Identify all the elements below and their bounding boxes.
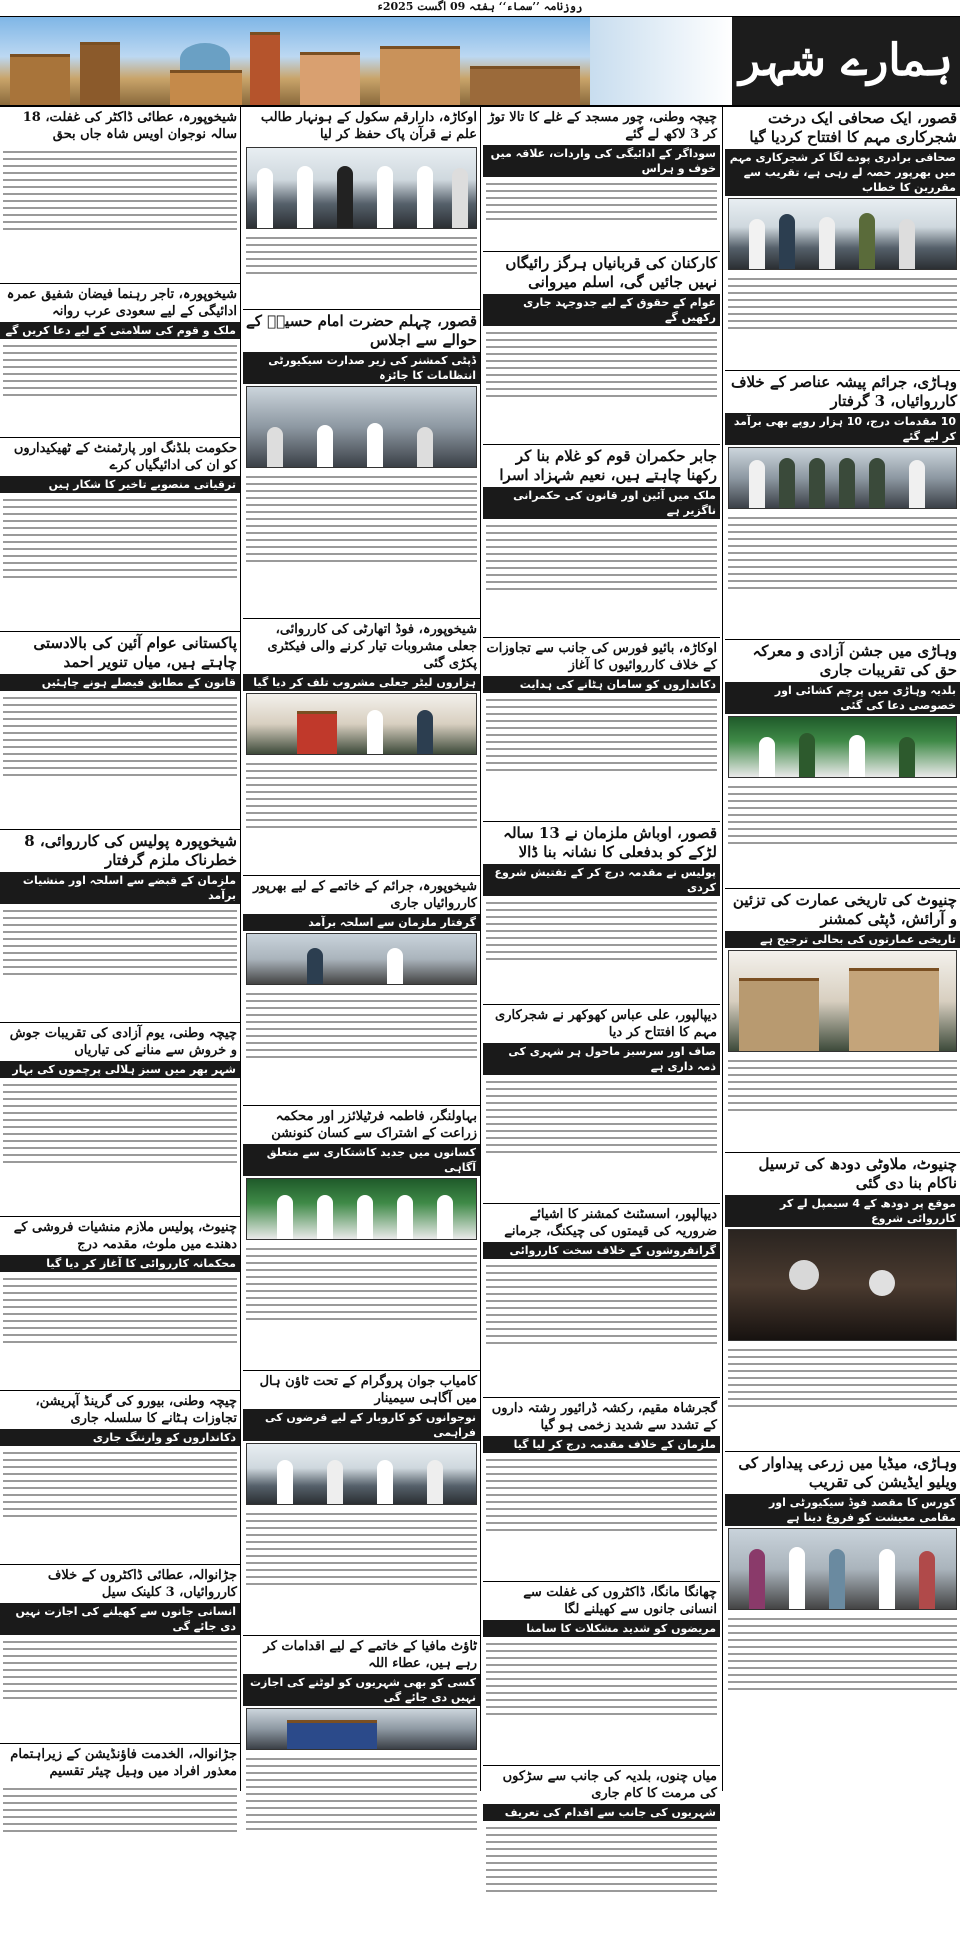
article-subheadline: ملزمان کے قبضے سے اسلحہ اور منشیات برآمد [0,872,240,904]
article-body-text [483,693,720,817]
article-subheadline: تاریخی عمارتوں کی بحالی ترجیح ہے [725,931,960,948]
article-subheadline: ملک و قوم کی سلامتی کے لیے دعا کریں گے [0,322,240,339]
article-headline: اوکاڑہ، دارارقم سکول کے ہونہار طالب علم نے قرآن پاک حفظ کر لیا [243,106,480,145]
column-1 [725,106,960,1791]
article-photo [728,1229,957,1341]
article-headline: جڑانوالہ، الخدمت فاؤنڈیشن کے زیراہتمام معذور افراد میں وہیل چیئر تقسیم [0,1743,240,1782]
article-photo [246,1178,477,1240]
article-body-text [483,519,720,633]
article-headline: جابر حکمران قوم کو غلام بنا کر رکھنا چاہتے ہیں، نعیم شہزاد اسرا [483,444,720,487]
article-photo [728,1528,957,1610]
article [483,1581,720,1761]
article-photo [246,1443,477,1505]
article [0,1564,240,1739]
article [483,1765,720,1935]
article [0,631,240,825]
page-banner [0,16,960,107]
article-body-text [243,1242,480,1366]
article-subheadline: دکانداروں کو سامان ہٹانے کی ہدایت [483,676,720,693]
article-subheadline: قانون کے مطابق فیصلے ہونے چاہئیں [0,674,240,691]
article-body-text [725,511,960,635]
article [0,1390,240,1560]
article-subheadline: صاف اور سرسبز ماحول ہر شہری کی ذمہ داری ہے [483,1043,720,1075]
article-body-text [243,1752,480,1876]
article-headline: چیچہ وطنی، بیورو کی گرینڈ آپریشن، تجاوزات ہٹانے کا سلسلہ جاری [0,1390,240,1429]
column-3 [243,106,480,1791]
article [0,437,240,627]
article-body-text [483,896,720,1000]
article-subheadline: بلدیہ وہاڑی میں پرچم کشائی اور خصوصی دعا کی گئی [725,682,960,714]
article-headline: وہاڑی، میڈیا میں زرعی پیداوار کی ویلیو ایڈیشن کی تقریب [725,1451,960,1494]
article-body-text [483,1821,720,1935]
article-body-text [0,145,240,279]
article [483,444,720,633]
article-body-text [0,339,240,433]
column-4 [0,106,240,1791]
article-headline: جڑانوالہ، عطائی ڈاکٹروں کے خلاف کارروائیاں، 3 کلینک سیل [0,1564,240,1603]
article-body-text [0,1782,240,1866]
article-subheadline: شہر بھر میں سبز ہلالی پرچموں کی بہار [0,1061,240,1078]
column-2 [483,106,720,1819]
article-photo [246,693,477,755]
article-photo [246,147,477,229]
article-headline: شیخوپورہ، عطائی ڈاکٹر کی غفلت، 18 سالہ نوجوان اویس شاہ جاں بحق [0,106,240,145]
article-body-text [0,904,240,1018]
article-headline: قصور، چہلم حضرت امام حسینؑ کے حوالے سے اجلاس [243,309,480,352]
article-subheadline: عوام کے حقوق کے لیے جدوجہد جاری رکھیں گے [483,294,720,326]
article-photo [246,933,477,985]
article-headline: چنیوٹ کی تاریخی عمارت کی تزئین و آرائش، ڈپٹی کمشنر [725,888,960,931]
article [243,1105,480,1366]
article [483,1203,720,1393]
article-body-text [243,470,480,614]
article-subheadline: صحافی برادری پودے لگا کر شجرکاری مہم میں بھرپور حصہ لے رہی ہے، تقریب سے مقررین کا خطاب [725,149,960,196]
article-body-text [725,780,960,884]
article [0,283,240,433]
article [483,1004,720,1199]
article-subheadline: دکانداروں کو وارننگ جاری [0,1429,240,1446]
article-subheadline: کورس کا مقصد فوڈ سیکیورٹی اور مقامی معیشت کو فروغ دینا ہے [725,1494,960,1526]
article-body-text [725,1343,960,1447]
article-headline: اوکاڑہ، بائیو فورس کی جانب سے تجاوزات کے خلاف کارروائیوں کا آغاز [483,637,720,676]
article-photo [728,950,957,1052]
article-body-text [243,757,480,871]
article-body-text [725,1612,960,1736]
article [483,251,720,440]
article-body-text [725,1054,960,1148]
section-title: ہمارے شہر [732,17,960,105]
article-headline: پاکستانی عوام آئین کی بالادستی چاہتے ہیں، میاں تنویر احمد [0,631,240,674]
article-subheadline: ڈپٹی کمشنر کی زیر صدارت سیکیورٹی انتظامات کا جائزہ [243,352,480,384]
article-headline: قصور، اوباش ملزمان نے 13 سالہ لڑکے کو بدفعلی کا نشانہ بنا ڈالا [483,821,720,864]
article-headline: شیخوپورہ پولیس کی کارروائی، 8 خطرناک ملزم گرفتار [0,829,240,872]
article [0,829,240,1018]
article-body-text [0,691,240,825]
article-subheadline: مریضوں کو شدید مشکلات کا سامنا [483,1620,720,1637]
article-headline: حکومت بلڈنگ اور پارٹمنٹ کے ٹھیکیداروں کو ان کی ادائیگیاں کرے [0,437,240,476]
article-body-text [725,272,960,366]
article-subheadline: انسانی جانوں سے کھیلنے کی اجازت نہیں دی جائے گی [0,1603,240,1635]
article [0,1022,240,1212]
article-body-text [0,1446,240,1560]
article-body-text [483,326,720,440]
article [483,106,720,247]
article-subheadline: ہزاروں لیٹر جعلی مشروب تلف کر دیا گیا [243,674,480,691]
city-collage-image [0,17,590,105]
article-headline: ٹاؤٹ مافیا کے خاتمے کے لیے اقدامات کر رہے ہیں، عطاء اللہ [243,1635,480,1674]
dateline: روزنامہ ’’سماء‘‘ ہفتہ 09 اگست 2025ء [377,0,583,13]
article [243,875,480,1101]
article-headline: چیچہ وطنی، یوم آزادی کی تقریبات جوش و خروش سے منانے کی تیاریاں [0,1022,240,1061]
article-subheadline: 10 مقدمات درج، 10 ہزار روپے بھی برآمد کر لیے گئے [725,413,960,445]
article-subheadline: شہریوں کی جانب سے اقدام کی تعریف [483,1804,720,1821]
article [0,1743,240,1866]
article-subheadline: نوجوانوں کو کاروبار کے لیے قرضوں کی فراہمی [243,1409,480,1441]
article-body-text [243,231,480,305]
article-photo [728,716,957,778]
article-subheadline: کسی کو بھی شہریوں کو لوٹنے کی اجازت نہیں دی جائے گی [243,1674,480,1706]
article-body-text [243,987,480,1101]
article-headline: چھانگا مانگا، ڈاکٹروں کی غفلت سے انسانی جانوں سے کھیلنے لگا [483,1581,720,1620]
article-subheadline: ترقیاتی منصوبے تاخیر کا شکار ہیں [0,476,240,493]
article [483,1397,720,1577]
article-headline: شیخوپورہ، فوڈ اتھارٹی کی کارروائی، جعلی مشروبات تیار کرنے والی فیکٹری پکڑی گئی [243,618,480,674]
article-subheadline: موقع پر دودھ کے 4 سیمپل لے کر کارروائی شروع [725,1195,960,1227]
article-headline: دیپالپور، اسسٹنٹ کمشنر کا اشیائے ضروریہ کی قیمتوں کی چیکنگ، جرمانے [483,1203,720,1242]
article-headline: کامیاب جوان پروگرام کے تحت ٹاؤن ہال میں آگاہی سیمینار [243,1370,480,1409]
article-headline: چیچہ وطنی، چور مسجد کے غلے کا تالا توڑ کر 3 لاکھ لے گئے [483,106,720,145]
article-body-text [0,1272,240,1386]
article-headline: شیخوپورہ، جرائم کے خاتمے کے لیے بھرپور کارروائیاں جاری [243,875,480,914]
article [725,888,960,1148]
article-body-text [483,1259,720,1393]
article-body-text [0,1635,240,1739]
article-headline: شیخوپورہ، تاجر رہنما فیضان شفیق عمرہ ادائیگی کے لیے سعودی عرب روانہ [0,283,240,322]
article-body-text [243,1507,480,1631]
article-body-text [483,1637,720,1761]
article-subheadline: کسانوں میں جدید کاشتکاری سے متعلق آگاہی [243,1144,480,1176]
article-headline: میاں چنوں، بلدیہ کی جانب سے سڑکوں کی مرمت کا کام جاری [483,1765,720,1804]
article-headline: کارکنان کی قربانیاں ہرگز رائیگاں نہیں جائیں گی، اسلم میروانی [483,251,720,294]
article-photo [246,386,477,468]
article [725,106,960,366]
article-body-text [483,1453,720,1577]
article-subheadline: ملزمان کے خلاف مقدمہ درج کر لیا گیا [483,1436,720,1453]
article-headline: قصور، ایک صحافی ایک درخت شجرکاری مہم کا افتتاح کردیا گیا [725,106,960,149]
article-photo [728,447,957,509]
article [725,639,960,884]
article-subheadline: گرفتار ملزمان سے اسلحہ برآمد [243,914,480,931]
article-subheadline: سوداگر کے ادائیگی کی واردات، علاقہ میں خوف و ہراس [483,145,720,177]
article-headline: چنیوٹ، ملاوٹی دودھ کی ترسیل ناکام بنا دی گئی [725,1152,960,1195]
article-headline: گجرشاہ مقیم، رکشہ ڈرائیور رشتہ داروں کے تشدد سے شدید زخمی ہو گیا [483,1397,720,1436]
article-subheadline: ملک میں آئین اور قانون کی حکمرانی ناگزیر ہے [483,487,720,519]
article-body-text [483,177,720,247]
article-headline: بہاولنگر، فاطمہ فرٹیلائزر اور محکمہ زراعت کے اشتراک سے کسان کنونشن [243,1105,480,1144]
article-subheadline: گرانفروشوں کے خلاف سخت کارروائی [483,1242,720,1259]
article-headline: چنیوٹ، پولیس ملازم منشیات فروشی کے دھندے میں ملوث، مقدمہ درج [0,1216,240,1255]
article [483,637,720,817]
article-subheadline: پولیس نے مقدمہ درج کر کے تفتیش شروع کردی [483,864,720,896]
article-body-text [0,493,240,627]
article [725,1451,960,1736]
article [243,1635,480,1876]
article [725,1152,960,1447]
article [0,1216,240,1386]
article-headline: وہاڑی میں جشن آزادی و معرکہ حق کی تقریبات جاری [725,639,960,682]
article [243,106,480,305]
article-subheadline: محکمانہ کارروائی کا آغاز کر دیا گیا [0,1255,240,1272]
article-headline: دیپالپور، علی عباس کھوکھر نے شجرکاری مہم کا افتتاح کر دیا [483,1004,720,1043]
article-photo [246,1708,477,1750]
article-headline: وہاڑی، جرائم پیشہ عناصر کے خلاف کارروائیاں، 3 گرفتار [725,370,960,413]
article [243,1370,480,1631]
article [243,309,480,614]
article-body-text [483,1075,720,1199]
article-body-text [0,1078,240,1212]
article [483,821,720,1000]
article [0,106,240,279]
article [243,618,480,871]
article-photo [728,198,957,270]
article [725,370,960,635]
